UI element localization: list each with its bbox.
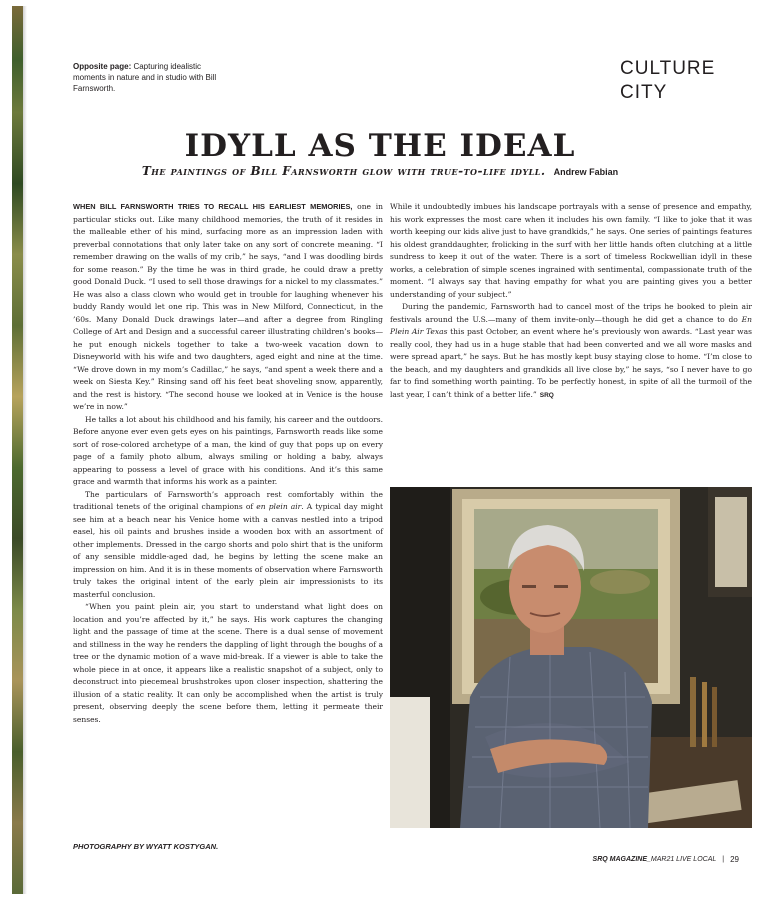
footer-issue: _MAR21 [647,856,675,863]
footer-text [593,856,717,863]
paragraph-3-text-b: . A typical day might see him at a beach near his Venice home with a canvas nestled into a tripod easel, his oil paints and brushes inside a wooden box with an assortment of other implements. Dressed in the cargo shorts and polo shirt that is the uniform of any sensible middle-aged dad, he begins by letting the scene make an impression on him. And it is in these moments of observation where Farnsworth truly takes the original intent of the early plein air impressionists to its masterful conclusion. [73,502,383,599]
section-title [620,57,715,105]
photo-credit: PHOTOGRAPHY BY WYATT KOSTYGAN. [73,842,219,851]
body-column-right [390,201,752,461]
paragraph-3-text-a: The particulars of Farnsworth’s approach rest comfortably within the traditional tenets of the original champions of [73,489,383,511]
lead-in: WHEN BILL FARNSWORTH TRIES TO RECALL HIS EARLIEST MEMORIES, [73,202,353,211]
paragraph-6 [390,301,752,402]
body-column-left [73,201,383,811]
paragraph-1-text: one in particular sticks out. Like many childhood memories, the truth of it resides in the malleable ether of his mind, surfacing more as an impression laden with preverbal connotations that only later take on any sort of concrete meaning. “I remember drawing on the walls of my crib,” he says, “and I was doodling birds for some reason.” By the time he was in third grade, he could draw a pretty good Donald Duck. “I used to sell those drawings for a nickel to my classmates.” He was also a class clown who would get in trouble for laughing whenever his buddy Randy would let one rip. This was in New Milford, Connecticut, in the ’60s. Many Donald Duck drawings later—and after a degree from Ringling College of Art and Design and a successful career illustrating children’s books—he put enough nickels together to take a two-week vacation down to Disneyworld with his wife and two daughters, aged eight and nine at the time. “We drove down in my mom’s Cadillac,” he says, “and spent a week there and a week on Siesta Key.” Rinsing sand off his feet beat shoveling snow, apparently, and the rest is history. “The second house we looked at in Venice is the house we’re in now.” [73,202,383,411]
end-mark: SRQ [539,391,554,399]
portrait-illustration [390,487,752,828]
paragraph-3 [73,489,383,602]
section-title-line-2: CITY [620,82,668,103]
portrait-photo [390,487,752,828]
paragraph-3-emphasis: en plein air [256,502,302,511]
page-footer [593,855,739,864]
paragraph-5: While it undoubtedly imbues his landscape portrayals with a sense of presence and empathy, his work expresses the most care when it includes his own family. “I like to joke that it was worth keeping our kids alive just to have grandkids,” he says. One series of paintings features his oldest granddaughter, frolicking in the surf with her little hands often clutching at a little sundress to keep it out of the water. There is a sort of timeless Rockwellian idyll in these works, a celebration of simple scenes ingrained with sentimental, compassionate truth of the moment. “I always say that having empathy for what you are painting gives you a better understanding of your subject.” [390,202,752,299]
paragraph-2: He talks a lot about his childhood and his family, his career and the outdoors. Before anyone ever even gets eyes on his paintings, Farnsworth reads like some sort of rose-colored archetype of a man, the kind of guy that pops up on every page of a family photo album, always smiling or holding a baby, always appearing to possess a level of grace with his conditions. And it’s this same grace and warmth that informs his work as a painter. [73,414,383,486]
opposite-caption-text: Capturing idealistic moments in nature and in studio with Bill Farnsworth. [73,62,217,93]
paragraph-6-text-a: During the pandemic, Farnsworth had to cancel most of the trips he booked to plein air festivals around the U.S.—many of them invite-only—though he did get a chance to do [390,302,752,324]
article-headline: IDYLL AS THE IDEAL [184,128,576,164]
byline: Andrew Fabian [553,167,619,177]
opposite-page-caption [73,61,233,94]
paragraph-1 [73,201,383,414]
paragraph-6-text-b: this past October, an event where he’s previously won awards. “Last year was really cool, they had us in a huge stable that had been converted and we all wore masks and were spread apart,” he says. But he has mostly kept busy staying close to home. “I’m close to the beach, and my daughters and grandkids all live close by,” he says, “so I never have to go far to find something worth painting. To be perfectly honest, in spite of all the turmoil of the last year, I can’t think of a better life.” [390,327,752,399]
paragraph-6-emphasis: En Plein Air Texas [390,314,752,336]
article-deck [0,164,760,178]
paragraph-4: “When you paint plein air, you start to understand what light does on location and you’re affected by it,” he says. His work captures the changing light and the passage of time at the scene. There is a dual sense of movement and stillness in the way he renders the dappling of light through the boughs of a tree or the dynamic motion of a wave mid-break. If a viewer is able to take the whole piece in at once, it appears like a realistic snapshot of a subject, only to deconstruct into piecemeal brushstrokes upon closer inspection, shattering the illusion of a static reality. It can only be accomplished when the artist is truly present, observing deeply the scene before them, letting it permeate their senses. [73,602,383,724]
page-number: 29 [730,855,739,864]
footer-separator: | [722,856,725,863]
footer-section: LIVE LOCAL [674,856,717,863]
footer-magazine: SRQ MAGAZINE [592,856,647,863]
opposite-caption-label: Opposite page: [73,62,132,71]
deck-text: The paintings of Bill Farnsworth glow with true-to-life idyll. [141,164,546,178]
section-title-line-1: CULTURE [620,58,716,79]
